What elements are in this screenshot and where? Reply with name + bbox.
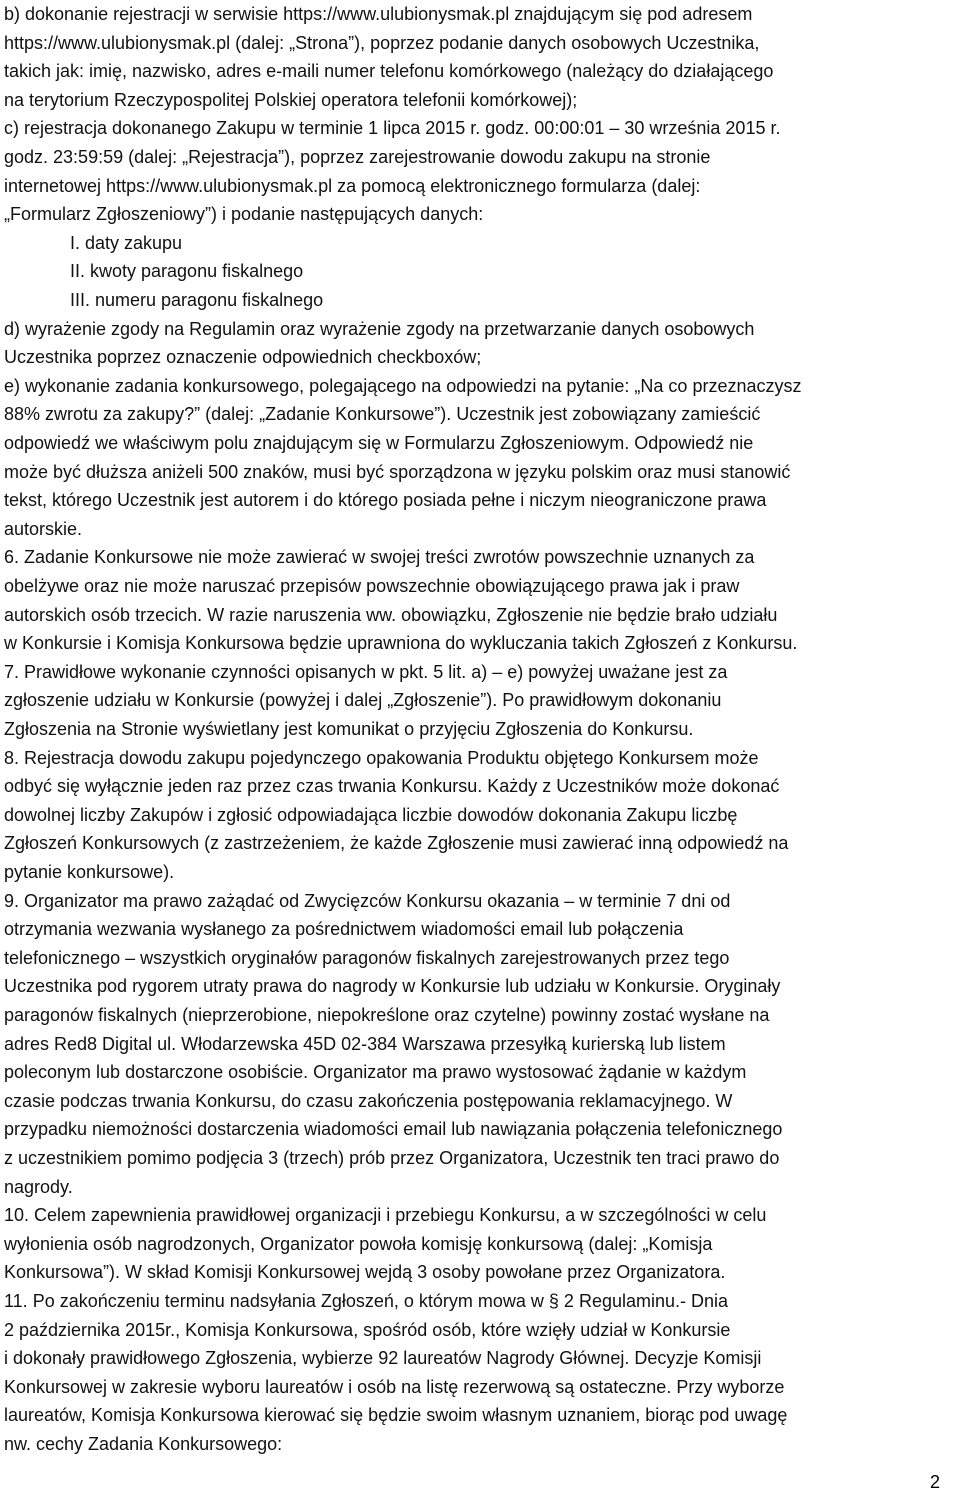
text-line: 2 października 2015r., Komisja Konkursowa, spośród osób, które wzięły udział w Konkursie [4,1319,731,1340]
text-line: paragonów fiskalnych (nieprzerobione, niepokreślone oraz czytelne) powinny zostać wysłane na [4,1005,770,1025]
text-line: e) wykonanie zadania konkursowego, polegającego na odpowiedzi na pytanie: „Na co przeznaczysz [4,375,802,396]
text-line: d) wyrażenie zgody na Regulamin oraz wyrażenie zgody na przetwarzanie danych osobowych [4,318,755,339]
text-line: takich jak: imię, nazwisko, adres e-maili numer telefonu komórkowego (należący do działającego [4,61,774,82]
text-line: może być dłuższa aniżeli 500 znaków, musi być sporządzona w języku polskim oraz musi stanowić [4,461,791,482]
page-number: 2 [930,1472,941,1492]
text-line: 11. Po zakończeniu terminu nadsyłania Zgłoszeń, o którym mowa w § 2 Regulaminu.- Dnia [4,1291,729,1311]
text-line: obelżywe oraz nie może naruszać przepisów powszechnie obowiązującego prawa jak i praw [4,576,740,596]
text-line: nw. cechy Zadania Konkursowego: [4,1434,283,1454]
text-line: czasie podczas trwania Konkursu, do czasu zakończenia postępowania reklamacyjnego. W [4,1090,733,1111]
text-line: II. kwoty paragonu fiskalnego [70,261,304,282]
text-line: pytanie konkursowe). [4,862,175,882]
text-line: 10. Celem zapewnienia prawidłowej organizacji i przebiegu Konkursu, a w szczególności w celu [4,1205,767,1226]
text-line: Konkursowa”). W skład Komisji Konkursowej wejdą 3 osoby powołane przez Organizatora. [4,1262,726,1283]
text-line: III. numeru paragonu fiskalnego [70,290,324,310]
text-line: odbyć się wyłącznie jeden raz przez czas trwania Konkursu. Każdy z Uczestników może dokonać [4,776,780,797]
text-line: autorskich osób trzecich. W razie naruszenia ww. obowiązku, Zgłoszenie nie będzie brało udziału [4,604,778,625]
text-line: Uczestnika pod rygorem utraty prawa do nagrody w Konkursie lub udziału w Konkursie. Oryginały [4,976,781,997]
text-line: z uczestnikiem pomimo podjęcia 3 (trzech) prób przez Organizatora, Uczestnik ten traci prawo do [4,1148,780,1168]
text-line: Zgłoszenia na Stronie wyświetlany jest komunikat o przyjęciu Zgłoszenia do Konkursu. [4,719,694,739]
text-line: internetowej https://www.ulubionysmak.pl za pomocą elektronicznego formularza (dalej: [4,175,701,196]
text-line: 88% zwrotu za zakupy?” (dalej: „Zadanie Konkursowe”). Uczestnik jest zobowiązany zamieścić [4,404,761,425]
text-line: 9. Organizator ma prawo zażądać od Zwycięzców Konkursu okazania – w terminie 7 dni od [4,890,731,911]
text-line: 6. Zadanie Konkursowe nie może zawierać w swojej treści zwrotów powszechnie uznanych za [4,547,755,568]
text-line: b) dokonanie rejestracji w serwisie https://www.ulubionysmak.pl znajdującym się pod adresem [4,4,753,24]
text-line: dowolnej liczby Zakupów i zgłosić odpowiadająca liczbie dowodów dokonania Zakupu liczbę [4,804,738,825]
text-line: przypadku niemożności dostarczenia wiadomości email lub nawiązania połączenia telefonicznego [4,1119,783,1140]
text-line: godz. 23:59:59 (dalej: „Rejestracja”), poprzez zarejestrowanie dowodu zakupu na stronie [4,147,711,167]
text-line: 8. Rejestracja dowodu zakupu pojedynczego opakowania Produktu objętego Konkursem może [4,747,759,768]
text-line: poleconym lub dostarczone osobiście. Organizator ma prawo wystosować żądanie w każdym [4,1062,747,1083]
text-line: w Konkursie i Komisja Konkursowa będzie uprawniona do wykluczania takich Zgłoszeń z Konkursu. [4,633,798,654]
text-line: adres Red8 Digital ul. Włodarzewska 45D 02-384 Warszawa przesyłką kurierską lub listem [4,1033,726,1054]
text-line: otrzymania wezwania wysłanego za pośrednictwem wiadomości email lub połączenia [4,919,684,940]
text-line: wyłonienia osób nagrodzonych, Organizator powoła komisję konkursową (dalej: „Komisja [4,1233,713,1254]
text-line: laureatów, Komisja Konkursowa kierować się będzie swoim własnym uznaniem, biorąc pod uwagę [4,1405,788,1426]
text-line: nagrody. [4,1176,73,1197]
text-line: zgłoszenie udziału w Konkursie (powyżej i dalej „Zgłoszenie”). Po prawidłowym dokonaniu [4,690,722,711]
text-line: telefonicznego – wszystkich oryginałów paragonów fiskalnych zarejestrowanych przez tego [4,947,730,968]
text-line: Zgłoszeń Konkursowych (z zastrzeżeniem, że każde Zgłoszenie musi zawierać inną odpowiedź na [4,833,789,854]
text-line: autorskie. [4,518,83,539]
text-line: I. daty zakupu [70,232,183,253]
text-line: „Formularz Zgłoszeniowy”) i podanie następujących danych: [4,204,484,225]
text-line: Uczestnika poprzez oznaczenie odpowiednich checkboxów; [4,347,482,368]
text-line: i dokonały prawidłowego Zgłoszenia, wybierze 92 laureatów Nagrody Głównej. Decyzje Komisji [4,1348,762,1369]
text-line: na terytorium Rzeczypospolitej Polskiej operatora telefonii komórkowej); [4,89,578,110]
text-line: c) rejestracja dokonanego Zakupu w terminie 1 lipca 2015 r. godz. 00:00:01 – 30 września 2015 r. [4,118,781,139]
text-line: odpowiedź we właściwym polu znajdującym się w Formularzu Zgłoszeniowym. Odpowiedź nie [4,433,754,453]
text-line: https://www.ulubionysmak.pl (dalej: „Strona”), poprzez podanie danych osobowych Uczestnika, [4,32,760,53]
text-line: Konkursowej w zakresie wyboru laureatów i osób na listę rezerwową są ostateczne. Przy wyborze [4,1376,785,1397]
text-line: 7. Prawidłowe wykonanie czynności opisanych w pkt. 5 lit. a) – e) powyżej uważane jest za [4,661,728,682]
text-line: tekst, którego Uczestnik jest autorem i do którego posiada pełne i niczym nieograniczone prawa [4,490,767,511]
